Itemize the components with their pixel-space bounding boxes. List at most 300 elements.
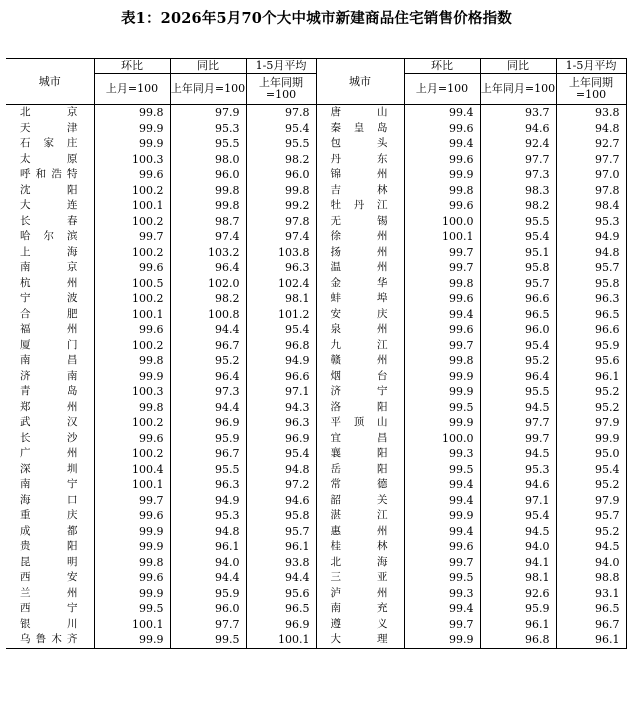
mom-value: 100.2 [94, 214, 170, 230]
city-name: 扬 州 [316, 245, 404, 261]
city-name: 昆 明 [6, 555, 94, 571]
avg-value: 95.4 [246, 121, 316, 137]
city-name: 蚌 埠 [316, 291, 404, 307]
yoy-value: 94.5 [480, 524, 556, 540]
mom-value: 100.2 [94, 291, 170, 307]
price-index-table [6, 58, 627, 649]
table-body [6, 105, 626, 649]
yoy-value: 96.4 [480, 369, 556, 385]
mom-value: 99.4 [404, 493, 480, 509]
avg-value: 102.4 [246, 276, 316, 292]
mom-value: 99.8 [94, 105, 170, 121]
avg-value: 95.7 [556, 260, 626, 276]
city-name: 武 汉 [6, 415, 94, 431]
city-name: 唐 山 [316, 105, 404, 121]
yoy-base-header: 上年同月=100 [170, 74, 246, 105]
yoy-value: 97.3 [480, 167, 556, 183]
mom-value: 100.1 [94, 617, 170, 633]
table-row [6, 260, 626, 276]
city-name: 无 锡 [316, 214, 404, 230]
city-name: 宜 昌 [316, 431, 404, 447]
mom-value: 100.4 [94, 462, 170, 478]
yoy-value: 95.4 [480, 229, 556, 245]
city-name: 宁 波 [6, 291, 94, 307]
yoy-value: 95.9 [170, 586, 246, 602]
mom-value: 99.9 [94, 136, 170, 152]
mom-value: 99.5 [404, 400, 480, 416]
city-name: 沈 阳 [6, 183, 94, 199]
avg-value: 96.3 [246, 260, 316, 276]
avg-value: 95.6 [246, 586, 316, 602]
yoy-value: 92.6 [480, 586, 556, 602]
yoy-value: 98.1 [480, 570, 556, 586]
table-header [6, 59, 626, 105]
city-name: 上 海 [6, 245, 94, 261]
mom-value: 99.7 [404, 338, 480, 354]
yoy-value: 99.8 [170, 198, 246, 214]
city-name: 呼和浩特 [6, 167, 94, 183]
city-name: 桂 林 [316, 539, 404, 555]
city-name: 泉 州 [316, 322, 404, 338]
avg-value: 95.8 [556, 276, 626, 292]
avg-value: 100.1 [246, 632, 316, 648]
yoy-value: 94.5 [480, 446, 556, 462]
mom-value: 99.4 [404, 477, 480, 493]
yoy-value: 96.9 [170, 415, 246, 431]
table-row [6, 229, 626, 245]
avg-value: 95.2 [556, 384, 626, 400]
mom-value: 99.4 [404, 524, 480, 540]
yoy-value: 103.2 [170, 245, 246, 261]
yoy-value: 96.0 [170, 601, 246, 617]
avg-value: 95.2 [556, 400, 626, 416]
yoy-value: 95.5 [170, 136, 246, 152]
table-row [6, 322, 626, 338]
mom-value: 99.9 [94, 586, 170, 602]
table-row [6, 183, 626, 199]
mom-value: 99.8 [404, 276, 480, 292]
mom-value: 100.1 [94, 477, 170, 493]
mom-base-header: 上月=100 [94, 74, 170, 105]
mom-value: 99.6 [404, 539, 480, 555]
avg-value: 96.3 [556, 291, 626, 307]
avg-value: 94.3 [246, 400, 316, 416]
city-name: 银 川 [6, 617, 94, 633]
avg-value: 97.9 [556, 493, 626, 509]
mom-value: 99.6 [94, 431, 170, 447]
city-name: 太 原 [6, 152, 94, 168]
city-name: 九 江 [316, 338, 404, 354]
mom-value: 99.4 [404, 601, 480, 617]
mom-base-header: 上月=100 [404, 74, 480, 105]
yoy-header: 同比 [170, 59, 246, 74]
avg-value: 95.7 [556, 508, 626, 524]
city-name: 长 沙 [6, 431, 94, 447]
city-name: 南 昌 [6, 353, 94, 369]
avg-value: 93.8 [556, 105, 626, 121]
table-row [6, 121, 626, 137]
city-name: 三 亚 [316, 570, 404, 586]
city-name: 金 华 [316, 276, 404, 292]
mom-value: 99.8 [94, 353, 170, 369]
yoy-value: 94.5 [480, 400, 556, 416]
mom-value: 99.8 [94, 555, 170, 571]
yoy-value: 96.1 [480, 617, 556, 633]
city-name: 徐 州 [316, 229, 404, 245]
city-name: 杭 州 [6, 276, 94, 292]
yoy-value: 99.8 [170, 183, 246, 199]
yoy-value: 92.4 [480, 136, 556, 152]
avg-value: 101.2 [246, 307, 316, 323]
yoy-value: 95.2 [170, 353, 246, 369]
yoy-value: 95.4 [480, 338, 556, 354]
yoy-value: 95.3 [480, 462, 556, 478]
avg-value: 99.2 [246, 198, 316, 214]
table-row [6, 245, 626, 261]
avg-value: 96.1 [246, 539, 316, 555]
mom-value: 99.9 [404, 384, 480, 400]
mom-value: 99.7 [94, 229, 170, 245]
yoy-value: 94.6 [480, 121, 556, 137]
mom-value: 99.6 [404, 291, 480, 307]
city-column-header: 城市 [6, 59, 94, 105]
mom-value: 99.9 [94, 632, 170, 648]
city-name: 惠 州 [316, 524, 404, 540]
city-name: 襄 阳 [316, 446, 404, 462]
avg-value: 99.8 [246, 183, 316, 199]
mom-value: 99.3 [404, 586, 480, 602]
mom-value: 99.9 [404, 632, 480, 648]
yoy-value: 95.2 [480, 353, 556, 369]
yoy-value: 96.7 [170, 338, 246, 354]
mom-value: 99.7 [404, 617, 480, 633]
yoy-value: 99.7 [480, 431, 556, 447]
city-name: 岳 阳 [316, 462, 404, 478]
city-name: 大 连 [6, 198, 94, 214]
city-name: 南 宁 [6, 477, 94, 493]
yoy-value: 96.1 [170, 539, 246, 555]
city-name: 郑 州 [6, 400, 94, 416]
yoy-value: 94.4 [170, 570, 246, 586]
table-row [6, 524, 626, 540]
avg-value: 99.9 [556, 431, 626, 447]
yoy-value: 97.7 [480, 415, 556, 431]
city-name: 温 州 [316, 260, 404, 276]
avg-value: 98.2 [246, 152, 316, 168]
avg-value: 95.8 [246, 508, 316, 524]
mom-value: 99.6 [404, 152, 480, 168]
city-name: 深 圳 [6, 462, 94, 478]
yoy-value: 96.4 [170, 369, 246, 385]
mom-value: 99.9 [404, 167, 480, 183]
yoy-value: 95.8 [480, 260, 556, 276]
mom-value: 99.6 [404, 198, 480, 214]
mom-value: 99.9 [404, 369, 480, 385]
table-row [6, 431, 626, 447]
yoy-value: 96.5 [480, 307, 556, 323]
avg-value: 96.7 [556, 617, 626, 633]
yoy-value: 95.4 [480, 508, 556, 524]
mom-value: 99.5 [404, 570, 480, 586]
yoy-value: 94.6 [480, 477, 556, 493]
mom-value: 99.9 [404, 508, 480, 524]
city-name: 济 宁 [316, 384, 404, 400]
table-row [6, 384, 626, 400]
city-name: 天 津 [6, 121, 94, 137]
table-row [6, 446, 626, 462]
mom-value: 99.7 [404, 245, 480, 261]
city-name: 贵 阳 [6, 539, 94, 555]
mom-value: 100.2 [94, 446, 170, 462]
yoy-value: 96.0 [480, 322, 556, 338]
city-name: 遵 义 [316, 617, 404, 633]
avg-base-header: 上年同期=100 [556, 74, 626, 105]
yoy-value: 95.5 [480, 214, 556, 230]
table-row [6, 508, 626, 524]
table-row [6, 539, 626, 555]
avg-value: 93.8 [246, 555, 316, 571]
table-row [6, 198, 626, 214]
mom-value: 99.9 [94, 539, 170, 555]
mom-value: 99.4 [404, 307, 480, 323]
city-name: 北 京 [6, 105, 94, 121]
mom-value: 99.8 [404, 183, 480, 199]
avg-value: 97.8 [246, 105, 316, 121]
mom-header: 环比 [94, 59, 170, 74]
avg-value: 95.4 [246, 322, 316, 338]
city-name: 赣 州 [316, 353, 404, 369]
yoy-value: 96.6 [480, 291, 556, 307]
mom-value: 99.5 [94, 601, 170, 617]
city-name: 大 理 [316, 632, 404, 648]
table-row [6, 415, 626, 431]
table-row [6, 338, 626, 354]
mom-value: 99.6 [404, 121, 480, 137]
mom-value: 100.2 [94, 338, 170, 354]
avg-value: 97.2 [246, 477, 316, 493]
avg-value: 97.9 [556, 415, 626, 431]
table-row [6, 477, 626, 493]
mom-value: 99.6 [94, 167, 170, 183]
yoy-value: 98.2 [170, 291, 246, 307]
city-name: 石家庄 [6, 136, 94, 152]
yoy-value: 94.9 [170, 493, 246, 509]
avg-header: 1-5月平均 [556, 59, 626, 74]
mom-value: 100.2 [94, 183, 170, 199]
city-name: 秦皇岛 [316, 121, 404, 137]
city-name: 韶 关 [316, 493, 404, 509]
city-name: 南 充 [316, 601, 404, 617]
yoy-value: 97.4 [170, 229, 246, 245]
mom-value: 100.0 [404, 431, 480, 447]
table-row [6, 601, 626, 617]
avg-value: 96.5 [556, 307, 626, 323]
avg-value: 96.6 [556, 322, 626, 338]
yoy-value: 96.0 [170, 167, 246, 183]
city-name: 兰 州 [6, 586, 94, 602]
yoy-base-header: 上年同月=100 [480, 74, 556, 105]
city-name: 广 州 [6, 446, 94, 462]
city-name: 青 岛 [6, 384, 94, 400]
avg-value: 95.9 [556, 338, 626, 354]
yoy-value: 98.7 [170, 214, 246, 230]
mom-value: 99.5 [404, 462, 480, 478]
yoy-value: 95.7 [480, 276, 556, 292]
mom-value: 100.1 [94, 307, 170, 323]
yoy-value: 96.3 [170, 477, 246, 493]
city-name: 牡丹江 [316, 198, 404, 214]
city-name: 长 春 [6, 214, 94, 230]
city-name: 湛 江 [316, 508, 404, 524]
avg-value: 96.1 [556, 632, 626, 648]
table-row [6, 307, 626, 323]
yoy-value: 99.5 [170, 632, 246, 648]
table-row [6, 493, 626, 509]
avg-value: 96.1 [556, 369, 626, 385]
avg-value: 97.7 [556, 152, 626, 168]
yoy-value: 94.0 [480, 539, 556, 555]
avg-value: 94.8 [556, 245, 626, 261]
mom-value: 100.3 [94, 152, 170, 168]
mom-header: 环比 [404, 59, 480, 74]
yoy-header: 同比 [480, 59, 556, 74]
yoy-value: 95.3 [170, 508, 246, 524]
avg-value: 94.5 [556, 539, 626, 555]
yoy-value: 98.2 [480, 198, 556, 214]
yoy-value: 97.9 [170, 105, 246, 121]
table-title: 表1：2026年5月70个大中城市新建商品住宅销售价格指数 [120, 10, 512, 27]
table-row [6, 152, 626, 168]
avg-value: 97.4 [246, 229, 316, 245]
city-name: 重 庆 [6, 508, 94, 524]
mom-value: 99.8 [94, 400, 170, 416]
yoy-value: 102.0 [170, 276, 246, 292]
mom-value: 99.9 [94, 121, 170, 137]
city-name: 成 都 [6, 524, 94, 540]
yoy-value: 96.4 [170, 260, 246, 276]
yoy-value: 95.9 [480, 601, 556, 617]
yoy-value: 97.3 [170, 384, 246, 400]
yoy-value: 97.7 [480, 152, 556, 168]
city-name: 西 安 [6, 570, 94, 586]
mom-value: 99.7 [94, 493, 170, 509]
avg-value: 95.0 [556, 446, 626, 462]
yoy-value: 95.1 [480, 245, 556, 261]
table-row [6, 617, 626, 633]
mom-value: 99.6 [94, 322, 170, 338]
mom-value: 99.3 [404, 446, 480, 462]
table-row [6, 586, 626, 602]
mom-value: 99.4 [404, 136, 480, 152]
avg-value: 96.0 [246, 167, 316, 183]
yoy-value: 94.0 [170, 555, 246, 571]
avg-value: 95.6 [556, 353, 626, 369]
avg-value: 95.4 [556, 462, 626, 478]
avg-value: 95.2 [556, 524, 626, 540]
mom-value: 99.8 [404, 353, 480, 369]
avg-value: 94.8 [556, 121, 626, 137]
avg-value: 94.4 [246, 570, 316, 586]
mom-value: 99.9 [404, 415, 480, 431]
city-column-header: 城市 [316, 59, 404, 105]
city-name: 安 庆 [316, 307, 404, 323]
table-row [6, 555, 626, 571]
yoy-value: 94.4 [170, 322, 246, 338]
table-row [6, 570, 626, 586]
mom-value: 99.7 [404, 260, 480, 276]
city-name: 洛 阳 [316, 400, 404, 416]
avg-base-header: 上年同期=100 [246, 74, 316, 105]
avg-value: 96.9 [246, 431, 316, 447]
mom-value: 99.6 [94, 570, 170, 586]
mom-value: 99.4 [404, 105, 480, 121]
avg-value: 95.5 [246, 136, 316, 152]
avg-value: 95.2 [556, 477, 626, 493]
avg-value: 96.5 [246, 601, 316, 617]
avg-value: 94.9 [246, 353, 316, 369]
table-row [6, 214, 626, 230]
city-name: 乌鲁木齐 [6, 632, 94, 648]
city-name: 哈尔滨 [6, 229, 94, 245]
avg-value: 92.7 [556, 136, 626, 152]
avg-value: 94.8 [246, 462, 316, 478]
mom-value: 99.9 [94, 524, 170, 540]
yoy-value: 94.8 [170, 524, 246, 540]
yoy-value: 93.7 [480, 105, 556, 121]
yoy-value: 98.0 [170, 152, 246, 168]
yoy-value: 100.8 [170, 307, 246, 323]
avg-value: 94.6 [246, 493, 316, 509]
table-row [6, 632, 626, 648]
avg-value: 96.8 [246, 338, 316, 354]
mom-value: 100.1 [404, 229, 480, 245]
table-row [6, 105, 626, 121]
mom-value: 100.0 [404, 214, 480, 230]
yoy-value: 97.1 [480, 493, 556, 509]
city-name: 南 京 [6, 260, 94, 276]
city-name: 合 肥 [6, 307, 94, 323]
city-name: 丹 东 [316, 152, 404, 168]
avg-value: 98.4 [556, 198, 626, 214]
mom-value: 100.5 [94, 276, 170, 292]
mom-value: 99.7 [404, 555, 480, 571]
yoy-value: 95.3 [170, 121, 246, 137]
avg-header: 1-5月平均 [246, 59, 316, 74]
avg-value: 95.7 [246, 524, 316, 540]
yoy-value: 98.3 [480, 183, 556, 199]
city-name: 济 南 [6, 369, 94, 385]
mom-value: 99.6 [94, 508, 170, 524]
avg-value: 96.3 [246, 415, 316, 431]
yoy-value: 97.7 [170, 617, 246, 633]
avg-value: 103.8 [246, 245, 316, 261]
table-row [6, 462, 626, 478]
mom-value: 99.9 [94, 369, 170, 385]
yoy-value: 96.8 [480, 632, 556, 648]
avg-value: 96.9 [246, 617, 316, 633]
mom-value: 100.1 [94, 198, 170, 214]
avg-value: 94.9 [556, 229, 626, 245]
table-row [6, 353, 626, 369]
avg-value: 97.8 [556, 183, 626, 199]
yoy-value: 95.9 [170, 431, 246, 447]
avg-value: 98.1 [246, 291, 316, 307]
avg-value: 93.1 [556, 586, 626, 602]
avg-value: 97.8 [246, 214, 316, 230]
mom-value: 99.6 [404, 322, 480, 338]
city-name: 厦 门 [6, 338, 94, 354]
mom-value: 100.3 [94, 384, 170, 400]
